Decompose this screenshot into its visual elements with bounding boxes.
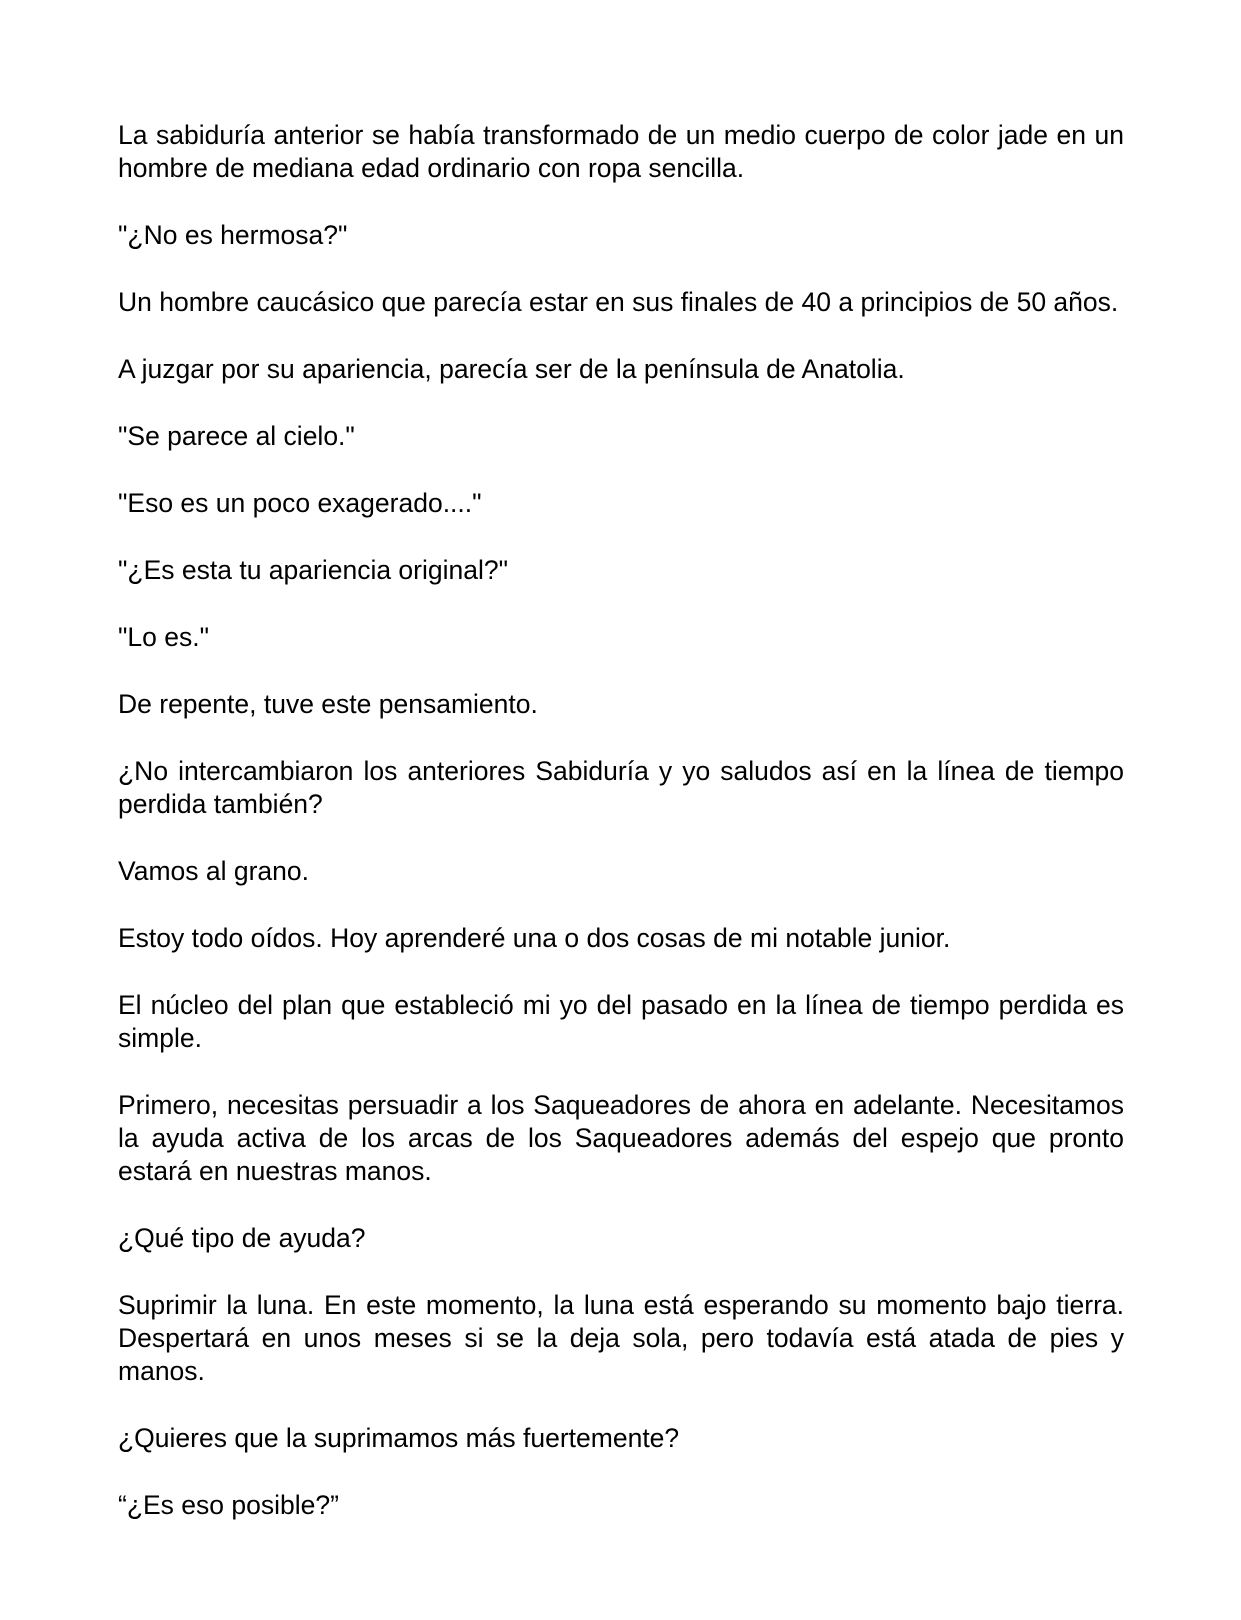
paragraph: “¿Es eso posible?” — [118, 1490, 339, 1520]
paragraph: La sabiduría anterior se había transformado de un medio cuerpo de color jade en un hombre de mediana edad ordinario con ropa sencilla. — [118, 120, 1124, 183]
paragraph: "Eso es un poco exagerado...." — [118, 488, 482, 518]
paragraph: "¿Es esta tu apariencia original?" — [118, 555, 509, 585]
paragraph: Vamos al grano. — [118, 856, 309, 886]
paragraph: El núcleo del plan que estableció mi yo del pasado en la línea de tiempo perdida es simple. — [118, 990, 1124, 1053]
paragraph: ¿Quieres que la suprimamos más fuertemente? — [118, 1423, 680, 1453]
paragraph: ¿No intercambiaron los anteriores Sabiduría y yo saludos así en la línea de tiempo perdida también? — [118, 756, 1124, 819]
paragraph: Estoy todo oídos. Hoy aprenderé una o dos cosas de mi notable junior. — [118, 923, 951, 953]
paragraph: Un hombre caucásico que parecía estar en sus finales de 40 a principios de 50 años. — [118, 287, 1119, 317]
paragraph: ¿Qué tipo de ayuda? — [118, 1223, 366, 1253]
paragraph: "Se parece al cielo." — [118, 421, 355, 451]
paragraph: "Lo es." — [118, 622, 210, 652]
paragraph: A juzgar por su apariencia, parecía ser de la península de Anatolia. — [118, 354, 905, 384]
paragraph: Suprimir la luna. En este momento, la luna está esperando su momento bajo tierra. Despertará en unos meses si se la deja sola, pero todavía está atada de pies y manos. — [118, 1290, 1124, 1386]
paragraph: "¿No es hermosa?" — [118, 220, 348, 250]
document-body — [118, 119, 1124, 1556]
paragraph: De repente, tuve este pensamiento. — [118, 689, 538, 719]
paragraph: Primero, necesitas persuadir a los Saqueadores de ahora en adelante. Necesitamos la ayuda activa de los arcas de los Saqueadores además del espejo que pronto estará en nuestras manos. — [118, 1090, 1124, 1186]
